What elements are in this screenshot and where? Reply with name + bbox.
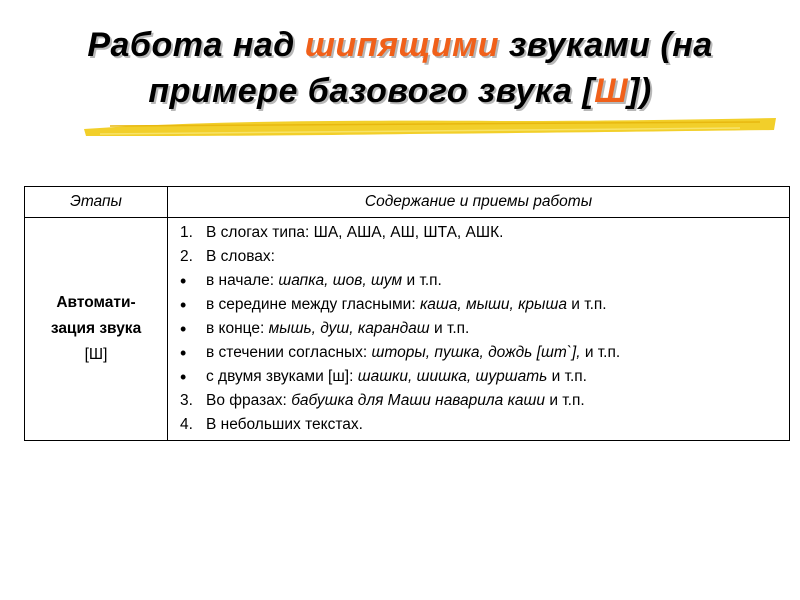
brush-underline-decoration [80,112,780,142]
bullet-marker [180,293,202,319]
list-item [180,293,779,317]
item-examples: шашки, шишка, шуршать [357,368,548,385]
item-examples: каша, мыши, крыша [419,296,567,313]
title-accent-letter: Ш [594,72,629,110]
header-stages: Этапы [25,187,168,218]
bullet-marker [180,365,202,391]
item-examples: шапка, шов, шум [278,272,403,289]
item-suffix: и т.п. [580,344,621,361]
title-accent-word: шипящими [304,26,500,64]
stage-name-line-2: зация звука [50,320,142,337]
slide-title [40,22,760,114]
bullet-marker [180,317,202,343]
bullet-marker [180,269,202,295]
list-item [180,317,779,341]
number-marker: 2. [180,248,193,265]
content-cell [168,218,790,441]
list-item [180,413,779,437]
list-item [180,365,779,389]
item-suffix: и т.п. [547,368,587,385]
stage-name-line-1: Автомати- [56,294,136,311]
stage-sound: [Ш] [84,346,108,363]
item-text: Во фразах: [206,392,292,409]
item-examples: шторы, пушка, дождь [шт`], [371,344,581,361]
title-part-1: Работа над [87,26,305,64]
item-text: в конце: [206,320,269,337]
header-content: Содержание и приемы работы [168,187,790,218]
item-text: в стечении согласных: [206,344,372,361]
item-suffix: и т.п. [429,320,470,337]
item-suffix: и т.п. [402,272,442,289]
number-marker: 1. [180,224,193,241]
item-examples: бабушка для Маши наварила каши [291,392,546,409]
item-suffix: и т.п. [566,296,607,313]
item-text: в начале: [206,272,279,289]
table-row [25,218,790,441]
table-header-row [25,187,790,218]
item-text: с двумя звуками [ш]: [206,368,358,385]
item-text: В небольших текстах. [206,416,363,433]
list-item [180,389,779,413]
item-text: В словах: [206,248,275,265]
item-text: В слогах типа: ША, АША, АШ, ШТА, АШК. [206,224,504,241]
stage-cell [25,218,168,441]
number-marker: 3. [180,392,193,409]
list-item [180,269,779,293]
list-item [180,245,779,269]
item-text: в середине между гласными: [206,296,420,313]
content-list [180,221,779,437]
number-marker: 4. [180,416,193,433]
item-suffix: и т.п. [545,392,585,409]
bullet-marker [180,341,202,367]
list-item [180,221,779,245]
list-item [180,341,779,365]
title-part-2: звуками (на примере базового звука [ [148,26,713,110]
item-examples: мышь, душ, карандаш [268,320,430,337]
content-table [24,186,790,441]
title-part-3: ]) [628,72,652,110]
